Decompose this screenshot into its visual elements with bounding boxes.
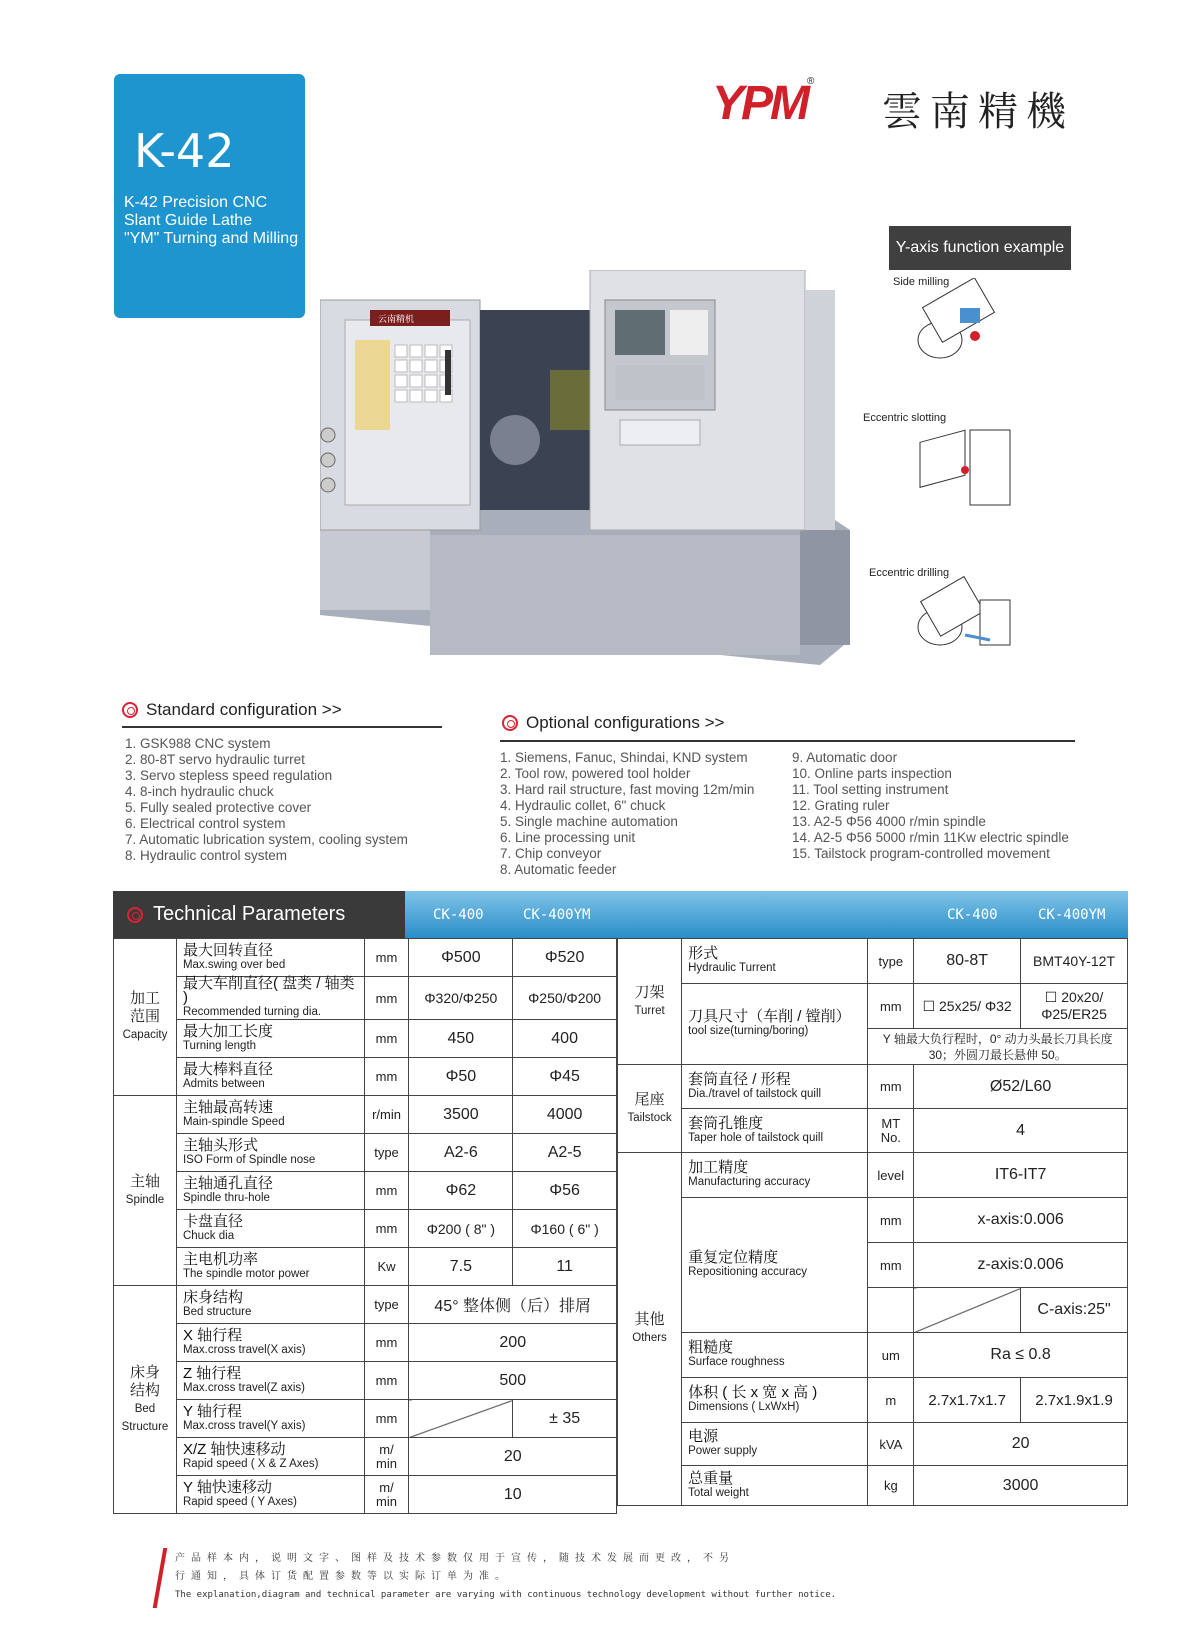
label-english: Total weight [688,1486,749,1499]
label-english: Chuck dia [182,1229,235,1242]
table-row [114,977,617,1020]
table-cell: level [868,1153,914,1198]
label-chinese: 尾座 [634,1090,665,1108]
optional-config-heading [502,713,724,733]
table-row [114,1134,617,1172]
tech-params-header [113,891,405,938]
optional-config-title: Optional configurations >> [526,713,725,732]
table-cell [682,939,868,984]
list-item: 7. Automatic lubrication system, cooling system [125,832,408,847]
optional-config-list-right [792,750,1069,862]
list-item: 8. Automatic feeder [500,862,617,877]
table-cell: mm [868,1243,914,1288]
column-header: CK-400 [433,907,484,923]
table-cell: z-axis:0.006 [914,1243,1128,1288]
label-chinese: 最大回转直径 [182,941,273,959]
table-cell [176,939,364,977]
label-english: Capacity [122,1029,168,1041]
table-cell: 7.5 [409,1248,513,1286]
list-item: 6. Electrical control system [125,816,286,831]
list-item: 9. Automatic door [792,750,898,765]
side-milling-label: Side milling [893,276,950,288]
lathe-machine-image [320,270,870,680]
subtitle-line: "YM" Turning and Milling [124,230,299,247]
list-item: 3. Servo stepless speed regulation [125,768,333,783]
table-cell: 45° 整体侧（后）排屑 [409,1286,617,1324]
table-cell [682,1466,868,1506]
column-header: CK-400YM [1038,907,1106,923]
table-cell: Φ200 ( 8" ) [409,1210,513,1248]
table-cell: mm [364,1324,409,1362]
table-cell [176,1096,364,1134]
label-chinese: 套筒直径 / 形程 [688,1070,791,1088]
standard-config-title: Standard configuration >> [146,700,342,719]
label-english: Others [632,1332,667,1344]
label-english: Rapid speed ( X & Z Axes) [182,1457,319,1470]
table-row [114,1058,617,1096]
turret-note: Y 轴最大负行程时，0° 动力头最长刀具长度 30；外圆刀最长悬伸 50。 [868,1029,1128,1065]
list-item: 1. GSK988 CNC system [125,736,271,751]
table-cell [176,1058,364,1096]
table-row [618,1333,1128,1378]
group-spindle [114,1096,177,1286]
label-english: Max.cross travel(X axis) [182,1343,306,1356]
table-cell: MT No. [868,1109,914,1153]
label-chinese: 形式 [688,945,719,962]
table-cell: um [868,1333,914,1378]
list-item: 14. A2-5 Φ56 5000 r/min 11Kw electric spindle [792,830,1069,845]
table-cell: Φ50 [409,1058,513,1096]
label-english: Power supply [688,1445,758,1457]
model-title-box [114,74,305,318]
table-cell [682,1153,868,1198]
logo-text: YPM [712,77,808,130]
table-cell: 20 [409,1438,617,1476]
group-bed-structure [114,1286,177,1514]
label-chinese: 主电机功率 [182,1250,258,1268]
table-cell: 2.7x1.9x1.9 [1021,1378,1128,1423]
subtitle-line: K-42 Precision CNC [124,194,268,211]
divider [122,726,442,728]
list-item: 13. A2-5 Φ56 4000 r/min spindle [792,814,986,829]
list-item: 6. Line processing unit [500,830,636,845]
table-cell: type [364,1286,409,1324]
table-cell: 200 [409,1324,617,1362]
target-icon [127,907,143,923]
eccentric-drilling-icon [910,565,1020,665]
table-cell: type [364,1134,409,1172]
table-cell [176,1172,364,1210]
registered-mark: ® [807,76,815,87]
label-english: Max.swing over bed [182,958,286,971]
label-chinese: 最大加工长度 [182,1022,273,1040]
label-chinese: X/Z 轴快速移动 [182,1440,286,1458]
table-cell [176,1400,364,1438]
table-cell: ☐ 20x20/ Φ25/ER25 [1021,984,1128,1029]
label-english: Turret [634,1004,665,1017]
table-cell: Ra ≤ 0.8 [914,1333,1128,1378]
table-cell [176,1248,364,1286]
label-english: ISO Form of Spindle nose [182,1153,316,1166]
group-turret [618,939,682,1065]
list-item: 5. Fully sealed protective cover [125,800,312,815]
table-cell: 500 [409,1362,617,1400]
table-cell [682,1065,868,1109]
label-chinese: 主轴最高转速 [182,1098,273,1116]
label-english: Taper hole of tailstock quill [688,1131,824,1144]
table-row [618,1153,1128,1198]
table-cell: r/min [364,1096,409,1134]
label-english: Spindle thru-hole [182,1191,270,1204]
label-chinese: 加工精度 [688,1159,749,1176]
table-cell: 11 [513,1248,617,1286]
footnote-line: 行通知，具体订货配置参数等以实际订单为准。 [175,1571,511,1582]
list-item: 4. 8-inch hydraulic chuck [125,784,274,799]
table-row [114,1172,617,1210]
table-cell: m/ min [364,1476,409,1514]
table-cell: Φ160 ( 6" ) [513,1210,617,1248]
table-cell [176,1476,364,1514]
footnote-line: 产品样本内，说明文字、图样及技术参数仅用于宣传，随技术发展而更改，不另 [175,1553,735,1564]
table-row [114,1210,617,1248]
table-row [114,1286,617,1324]
table-row [618,939,1128,984]
label-chinese: 主轴 [129,1172,160,1190]
model-subtitle [124,194,304,248]
table-row [114,1248,617,1286]
disclaimer-footnote [175,1550,836,1604]
table-cell: 80-8T [914,939,1021,984]
column-header: CK-400YM [523,907,591,923]
label-chinese: 刀架 [634,983,665,1001]
label-chinese: 粗糙度 [688,1339,734,1356]
label-chinese: 电源 [688,1428,719,1445]
list-item: 8. Hydraulic control system [125,848,288,863]
table-cell [176,1324,364,1362]
list-item: 4. Hydraulic collet, 6" chuck [500,798,666,813]
right-spec-table [617,938,1128,1506]
label-english: Tailstock [627,1111,672,1124]
table-cell [682,1423,868,1466]
table-cell: mm [868,984,914,1029]
side-milling-icon [910,278,1020,378]
table-row [114,1324,617,1362]
subtitle-line: Slant Guide Lathe [124,212,253,229]
label-english: Main-spindle Speed [182,1115,285,1128]
group-capacity [114,939,177,1096]
table-row [114,1362,617,1400]
label-chinese: 其他 [634,1311,665,1328]
divider [500,740,1075,742]
table-cell: kVA [868,1423,914,1466]
table-cell: 20 [914,1423,1128,1466]
brand-logo [712,76,862,130]
list-item: 5. Single machine automation [500,814,678,829]
table-cell: 2.7x1.7x1.7 [914,1378,1021,1423]
table-row [114,1438,617,1476]
table-cell: 3000 [914,1466,1128,1506]
label-chinese: 床身 结构 [129,1363,160,1399]
table-cell: C-axis:25" [1021,1288,1128,1333]
standard-config-list [125,736,408,864]
table-cell: m [868,1378,914,1423]
label-chinese: 最大车削直径( 盘类 / 轴类 ) [182,975,355,1006]
table-cell: mm [868,1198,914,1243]
table-cell: Ø52/L60 [914,1065,1128,1109]
table-cell: Φ250/Φ200 [513,977,617,1020]
table-cell: 450 [409,1020,513,1058]
label-english: tool size(turning/boring) [688,1025,809,1037]
label-chinese: Y 轴行程 [182,1402,242,1420]
label-chinese: 加工 范围 [129,990,160,1025]
red-slash-decoration [153,1548,168,1608]
list-item: 2. 80-8T servo hydraulic turret [125,752,305,767]
table-cell: 10 [409,1476,617,1514]
empty-cell [409,1400,513,1438]
table-cell: ± 35 [513,1400,617,1438]
table-cell: mm [364,1020,409,1058]
table-cell [682,1378,868,1423]
label-english: Spindle [125,1193,165,1206]
label-english: The spindle motor power [182,1267,310,1280]
label-chinese: 重复定位精度 [688,1249,779,1266]
table-cell: Kw [364,1248,409,1286]
table-row [618,1423,1128,1466]
table-cell [176,1286,364,1324]
table-cell: mm [364,1362,409,1400]
table-cell: Φ56 [513,1172,617,1210]
label-chinese: 总重量 [688,1469,734,1487]
label-chinese: 最大棒料直径 [182,1060,273,1078]
list-item: 1. Siemens, Fanuc, Shindai, KND system [500,750,748,765]
label-english: Bed structure [182,1305,252,1318]
table-cell [176,1020,364,1058]
label-chinese: X 轴行程 [182,1326,243,1344]
label-english: Rapid speed ( Y Axes) [182,1495,297,1508]
table-cell: mm [868,1065,914,1109]
label-chinese: 刀具尺寸（车削 / 镗削） [688,1008,851,1025]
eccentric-slotting-label: Eccentric slotting [863,412,947,424]
table-cell: mm [364,1172,409,1210]
table-row [114,1096,617,1134]
label-english: Manufacturing accuracy [688,1176,811,1188]
table-cell: A2-6 [409,1134,513,1172]
label-chinese: 体积 ( 长 x 宽 x 高 ) [688,1384,818,1401]
table-cell [682,984,868,1065]
table-cell: Φ320/Φ250 [409,977,513,1020]
standard-config-heading [122,700,342,720]
table-cell: mm [364,939,409,977]
group-others [618,1153,682,1506]
table-cell: mm [364,1058,409,1096]
table-row [618,1378,1128,1423]
list-item: 15. Tailstock program-controlled movement [792,846,1050,861]
list-item: 12. Grating ruler [792,798,890,813]
optional-config-list-left [500,750,754,878]
tech-params-column-header [405,891,1128,938]
label-english: Bed Structure [121,1402,169,1433]
table-row [618,1109,1128,1153]
table-row [114,939,617,977]
label-english: Recommended turning dia. [182,1006,322,1018]
brand-chinese-name: 雲南精機 [882,89,1074,135]
table-row [114,1400,617,1438]
table-cell [176,977,364,1020]
table-cell: A2-5 [513,1134,617,1172]
table-row [618,984,1128,1029]
machine-panel-label: 云南精机 [378,315,415,325]
table-cell: Φ520 [513,939,617,977]
label-english: Dimensions ( LxWxH) [688,1401,800,1413]
table-cell: 400 [513,1020,617,1058]
table-cell: mm [364,1400,409,1438]
label-chinese: Z 轴行程 [182,1364,242,1382]
table-cell: BMT40Y-12T [1021,939,1128,984]
list-item: 2. Tool row, powered tool holder [500,766,691,781]
list-item: 7. Chip conveyor [500,846,602,861]
table-cell: m/ min [364,1438,409,1476]
eccentric-drilling-label: Eccentric drilling [869,567,950,579]
table-cell: kg [868,1466,914,1506]
table-row [618,1198,1128,1243]
table-cell: IT6-IT7 [914,1153,1128,1198]
table-cell: mm [364,1210,409,1248]
group-tailstock [618,1065,682,1153]
table-cell: Φ45 [513,1058,617,1096]
table-cell: 3500 [409,1096,513,1134]
label-chinese: Y 轴快速移动 [182,1478,272,1496]
tech-params-title: Technical Parameters [153,903,346,925]
table-row [618,1065,1128,1109]
label-english: Admits between [182,1077,265,1090]
label-english: Max.cross travel(Y axis) [182,1419,306,1432]
table-cell [176,1134,364,1172]
model-name: K-42 [134,124,235,178]
table-row [114,1020,617,1058]
label-chinese: 套筒孔锥度 [688,1114,764,1132]
table-cell: mm [364,977,409,1020]
table-cell: type [868,939,914,984]
table-cell [176,1210,364,1248]
table-row [114,1476,617,1514]
table-cell: 4000 [513,1096,617,1134]
y-axis-function-title: Y-axis function example [889,226,1071,270]
table-cell: Φ62 [409,1172,513,1210]
label-chinese: 主轴头形式 [182,1136,258,1154]
label-english: Max.cross travel(Z axis) [182,1381,305,1394]
label-english: Repositioning accuracy [688,1266,808,1278]
column-header: CK-400 [947,907,998,923]
target-icon [502,715,518,731]
target-icon [122,702,138,718]
list-item: 3. Hard rail structure, fast moving 12m/min [500,782,755,797]
label-chinese: 床身结构 [182,1288,243,1306]
eccentric-slotting-icon [910,410,1020,510]
list-item: 10. Online parts inspection [792,766,952,781]
label-english: Turning length [182,1039,257,1052]
table-row [618,1466,1128,1506]
table-cell [682,1333,868,1378]
empty-cell [914,1288,1021,1333]
label-chinese: 卡盘直径 [182,1212,243,1230]
table-cell [868,1288,914,1333]
table-cell [682,1198,868,1333]
table-cell: 4 [914,1109,1128,1153]
table-cell: x-axis:0.006 [914,1198,1128,1243]
footnote-english: The explanation,diagram and technical parameter are varying with continuous technology development without further notice. [175,1590,837,1600]
label-english: Hydraulic Turrent [688,962,776,974]
table-cell [176,1438,364,1476]
table-cell: Φ500 [409,939,513,977]
left-spec-table [113,938,617,1514]
list-item: 11. Tool setting instrument [792,782,949,797]
label-english: Surface roughness [688,1356,785,1368]
table-cell: ☐ 25x25/ Φ32 [914,984,1021,1029]
label-chinese: 主轴通孔直径 [182,1174,273,1192]
table-cell [682,1109,868,1153]
label-english: Dia./travel of tailstock quill [688,1087,822,1100]
table-cell [176,1362,364,1400]
